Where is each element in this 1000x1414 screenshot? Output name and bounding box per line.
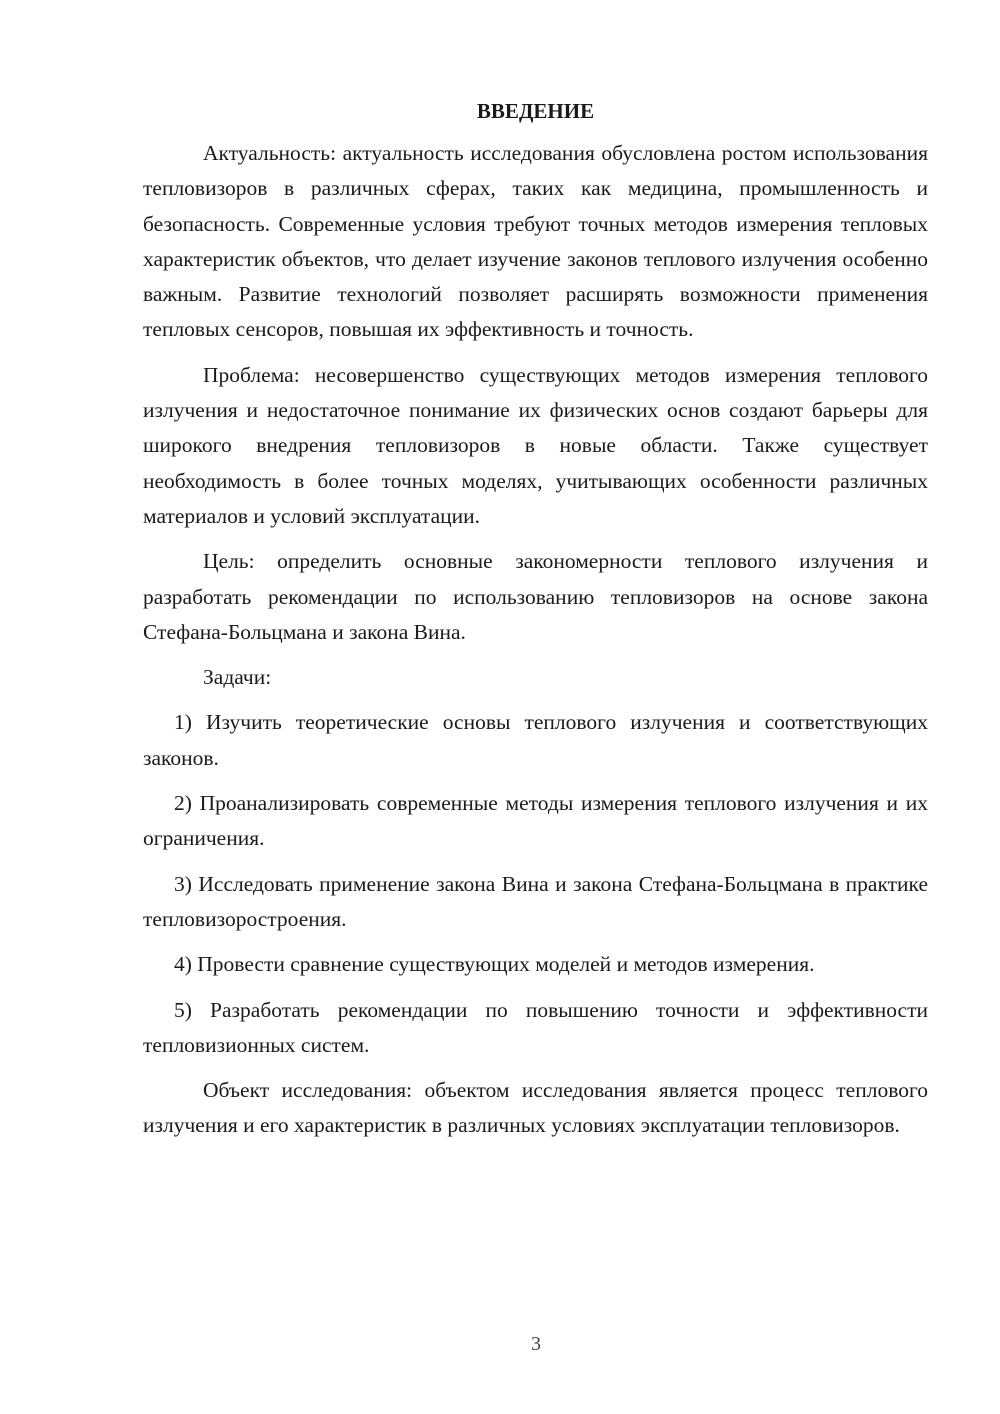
task-item: 5) Разработать рекомендации по повышению точности и эффективности тепловизионных систем. (143, 997, 928, 1057)
paragraph-relevance: Актуальность: актуальность исследования обусловлена ростом использования тепловизоров в различных сферах, таких как медицина, промышленность и безопасность. Современные условия требуют точных методов измерения тепловых характеристик объектов, что делает изучение законов теплового излучения особенно важным. Развитие технологий позволяет расширять возможности применения тепловых сенсоров, повышая их эффективность и точность. (143, 141, 928, 342)
task-item: 3) Исследовать применение закона Вина и закона Стефана-Больцмана в практике тепловизоростроения. (143, 871, 928, 931)
paragraph-problem: Проблема: несовершенство существующих методов измерения теплового излучения и недостаточное понимание их физических основ создают барьеры для широкого внедрения тепловизоров в новые области. Также существует необходимость в более точных моделях, учитывающих особенности различных материалов и условий эксплуатации. (143, 362, 928, 528)
task-item: 4) Провести сравнение существующих моделей и методов измерения. (174, 952, 815, 977)
document-body (143, 96, 928, 1154)
task-item: 2) Проанализировать современные методы измерения теплового излучения и их ограничения. (143, 791, 928, 851)
paragraph-object: Объект исследования: объектом исследования является процесс теплового излучения и его характеристик в различных условиях эксплуатации тепловизоров. (143, 1078, 928, 1138)
paragraph-goal: Цель: определить основные закономерности теплового излучения и разработать рекомендации по использованию тепловизоров на основе закона Стефана-Больцмана и закона Вина. (143, 549, 928, 644)
task-item: 1) Изучить теоретические основы теплового излучения и соответствующих законов. (143, 710, 928, 770)
section-heading: ВВЕДЕНИЕ (476, 99, 595, 123)
tasks-label: Задачи: (203, 665, 272, 690)
page-number: 3 (531, 1333, 541, 1355)
